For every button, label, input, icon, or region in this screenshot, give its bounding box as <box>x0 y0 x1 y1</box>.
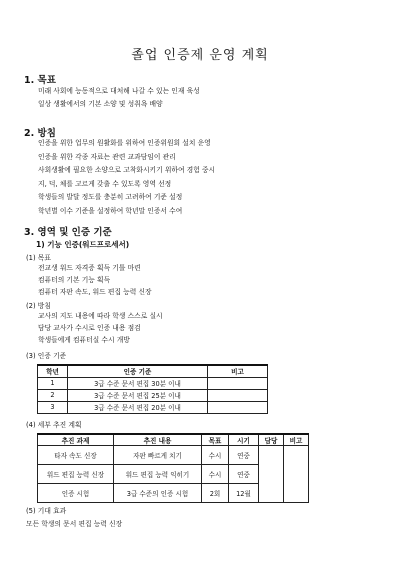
effect-label: (5) 기대 효과 <box>26 507 67 515</box>
purpose-line: 컴퓨터의 기본 기능 획득 <box>38 276 111 284</box>
subsection-heading: 1) 기능 인증(워드프로세서) <box>36 240 130 249</box>
table-cell: 2 <box>38 389 68 401</box>
purpose-line: 전교생 워드 자격증 획득 기틀 마련 <box>38 264 141 272</box>
policy-line: 사회생활에 필요한 소양으로 고착화시키기 위하여 경험 중시 <box>38 166 216 174</box>
purpose-line: 컴퓨터 자판 속도, 워드 편집 능력 신장 <box>38 288 152 296</box>
table-header: 목표 <box>202 434 229 446</box>
policy-line: 인증을 위한 각종 자료는 관련 교과담임이 관리 <box>38 153 176 161</box>
plan-table <box>37 433 309 503</box>
method-line: 교사의 지도 내용에 따라 학생 스스로 실시 <box>38 312 163 320</box>
table-row <box>38 377 268 389</box>
table-cell: 자판 빠르게 치기 <box>114 446 202 465</box>
table-cell: 1 <box>38 377 68 389</box>
policy-line: 학생들의 발달 정도를 충분히 고려하여 기준 설정 <box>38 193 183 201</box>
method-line: 학생들에게 컴퓨터실 수시 개방 <box>38 336 130 344</box>
table-cell-owner <box>259 446 284 503</box>
method-line: 담당 교사가 수시로 인증 내용 점검 <box>38 324 141 332</box>
table-cell: 3 <box>38 401 68 413</box>
table-header: 추진 과제 <box>38 434 114 446</box>
table-header-row <box>38 434 309 446</box>
table-cell-note <box>284 446 309 503</box>
criteria-label: (3) 인증 기준 <box>26 352 67 360</box>
section-heading-policy: 2. 방침 <box>24 128 56 139</box>
section-heading-areas: 3. 영역 및 인증 기준 <box>24 227 112 238</box>
table-cell: 3급 수준 문서 편집 25분 이내 <box>68 389 208 401</box>
table-header: 비고 <box>208 365 268 377</box>
policy-line: 학년별 이수 기준을 설정하여 학년말 인증서 수여 <box>38 207 183 215</box>
table-row <box>38 401 268 413</box>
table-header: 추진 내용 <box>114 434 202 446</box>
goal-line: 일상 생활에서의 기본 소양 및 성취욕 배양 <box>38 100 163 108</box>
table-cell: 워드 편집 능력 신장 <box>38 465 114 484</box>
table-header: 학년 <box>38 365 68 377</box>
table-row <box>38 446 309 465</box>
table-cell <box>208 389 268 401</box>
purpose-label: (1) 목표 <box>26 254 51 262</box>
table-cell: 워드 편집 능력 익히기 <box>114 465 202 484</box>
table-cell: 2회 <box>202 484 229 503</box>
table-cell: 3급 수준 문서 편집 30분 이내 <box>68 377 208 389</box>
table-header: 시기 <box>229 434 259 446</box>
method-label: (2) 방침 <box>26 302 51 310</box>
effect-line: 모든 학생의 문서 편집 능력 신장 <box>26 520 123 528</box>
table-header: 인증 기준 <box>68 365 208 377</box>
criteria-table <box>37 364 268 414</box>
table-cell: 12월 <box>229 484 259 503</box>
policy-line: 지, 덕, 체를 고르게 갖출 수 있도록 영역 선정 <box>38 180 172 188</box>
table-header: 담당 <box>259 434 284 446</box>
table-cell: 수시 <box>202 465 229 484</box>
table-cell: 3급 수준의 인증 시험 <box>114 484 202 503</box>
policy-line: 인증을 위한 업무의 원활화를 위하여 인증위원회 설치 운영 <box>38 139 211 147</box>
document-title: 졸업 인증제 운영 계획 <box>131 48 269 63</box>
plan-label: (4) 세부 추진 계획 <box>26 421 82 429</box>
table-cell: 인증 시험 <box>38 484 114 503</box>
goal-line: 미래 사회에 능동적으로 대처해 나갈 수 있는 인재 육성 <box>38 87 200 95</box>
table-cell: 연중 <box>229 446 259 465</box>
table-row <box>38 389 268 401</box>
table-header-row <box>38 365 268 377</box>
table-cell: 3급 수준 문서 편집 20분 이내 <box>68 401 208 413</box>
table-cell: 타자 속도 신장 <box>38 446 114 465</box>
table-cell: 수시 <box>202 446 229 465</box>
table-cell <box>208 377 268 389</box>
table-header: 비고 <box>284 434 309 446</box>
table-cell: 연중 <box>229 465 259 484</box>
table-cell <box>208 401 268 413</box>
section-heading-goal: 1. 목표 <box>24 75 56 86</box>
